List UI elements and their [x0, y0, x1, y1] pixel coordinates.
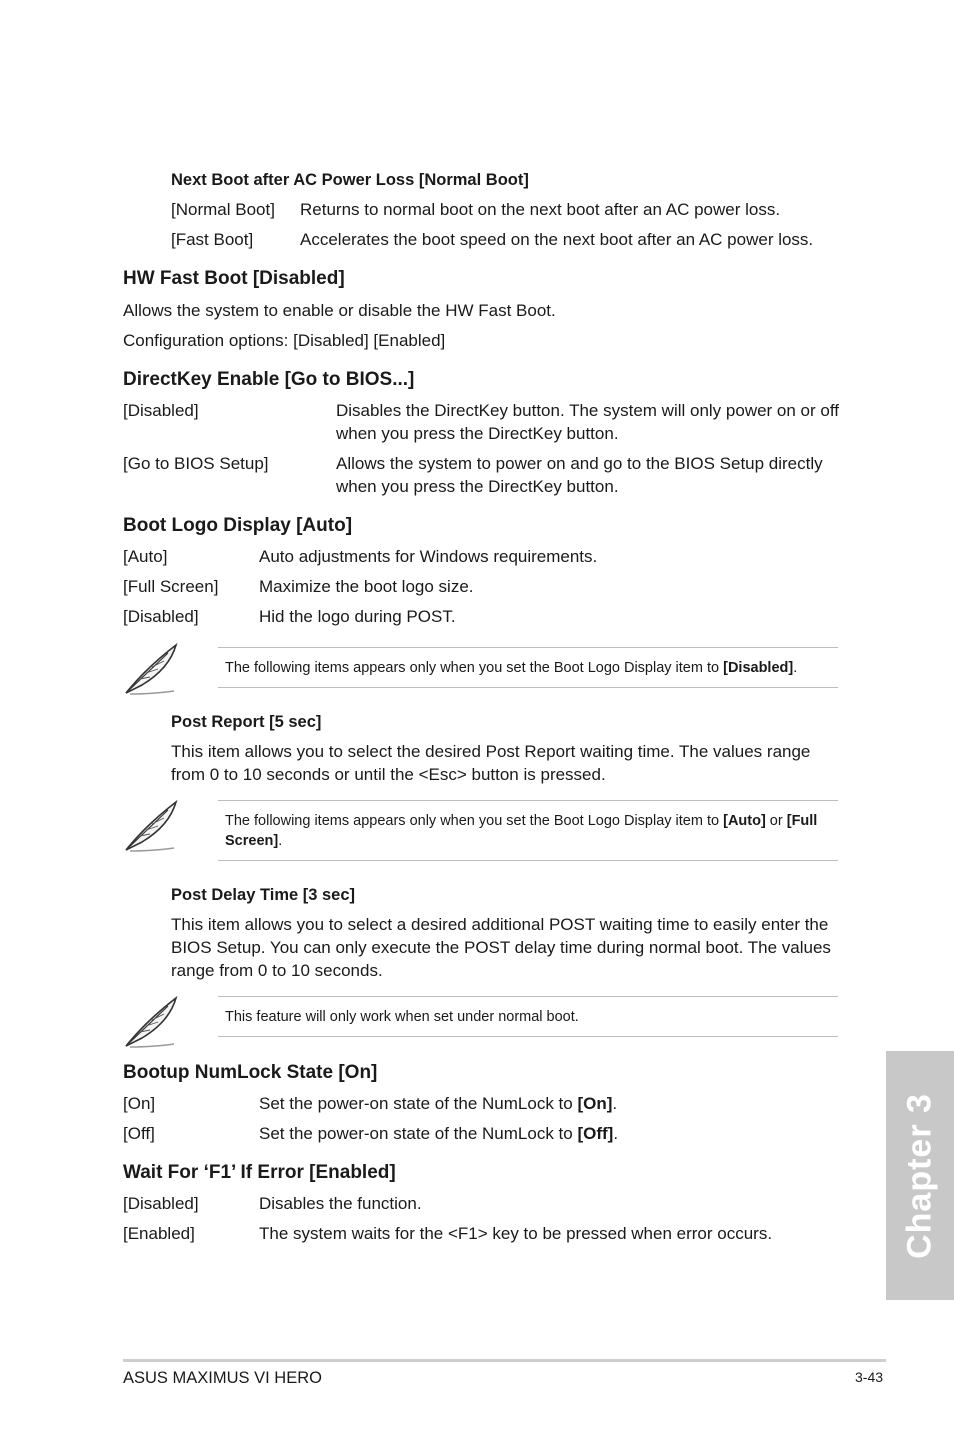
desc-logo-auto: Auto adjustments for Windows requirements.: [259, 547, 598, 566]
desc-fast-boot: Accelerates the boot speed on the next boot after an AC power loss.: [300, 230, 814, 249]
hw-fast-boot-description: Allows the system to enable or disable the HW Fast Boot.: [123, 301, 556, 320]
section-heading-next-boot-ac: Next Boot after AC Power Loss [Normal Boot]: [171, 171, 529, 189]
option-normal-boot: [Normal Boot]: [171, 200, 275, 219]
option-directkey-go-to-bios: [Go to BIOS Setup]: [123, 454, 269, 473]
option-numlock-on: [On]: [123, 1094, 156, 1113]
note-rule-bottom: [218, 1036, 838, 1037]
footer-product-name: ASUS MAXIMUS VI HERO: [123, 1369, 322, 1387]
note-text-or: or: [765, 813, 787, 829]
note-rule-top: [218, 996, 838, 997]
note-bold-auto: [Auto]: [723, 813, 766, 829]
note-text-end: .: [793, 660, 798, 676]
desc-text-end: .: [613, 1124, 619, 1143]
post-delay-description: This item allows you to select a desired additional POST waiting time to easily enter the BIOS Setup. You can only execute the POST delay time during normal boot. The values range from 0 to 10 seconds.: [171, 915, 831, 980]
chapter-label: Chapter 3: [900, 1092, 939, 1259]
feather-quill-icon: [122, 994, 182, 1050]
desc-f1-disabled: Disables the function.: [259, 1194, 422, 1213]
feather-quill-icon: [122, 641, 182, 697]
section-heading-boot-logo: Boot Logo Display [Auto]: [123, 515, 353, 536]
section-heading-numlock: Bootup NumLock State [On]: [123, 1062, 378, 1083]
note-boot-logo-disabled: [225, 658, 797, 678]
option-f1-enabled: [Enabled]: [123, 1224, 195, 1243]
desc-bold: [On]: [577, 1094, 613, 1113]
option-logo-disabled: [Disabled]: [123, 607, 199, 626]
chapter-side-tab: [886, 1051, 954, 1300]
note-rule-top: [218, 647, 838, 648]
note-rule-top: [218, 800, 838, 801]
section-heading-directkey: DirectKey Enable [Go to BIOS...]: [123, 369, 415, 390]
desc-logo-full-screen: Maximize the boot logo size.: [259, 577, 474, 596]
desc-text: Set the power-on state of the NumLock to: [259, 1094, 578, 1113]
desc-text: Set the power-on state of the NumLock to: [259, 1124, 578, 1143]
desc-text-end: .: [612, 1094, 618, 1113]
note-text: The following items appears only when you set the Boot Logo Display item to: [225, 660, 724, 676]
option-logo-auto: [Auto]: [123, 547, 168, 566]
note-text: The following items appears only when you set the Boot Logo Display item to: [225, 813, 724, 829]
desc-logo-disabled: Hid the logo during POST.: [259, 607, 456, 626]
post-report-description: This item allows you to select the desired Post Report waiting time. The values range from 0 to 10 seconds or until the <Esc> button is pressed.: [171, 742, 811, 784]
note-bold: [Disabled]: [723, 660, 794, 676]
desc-directkey-disabled: Disables the DirectKey button. The system will only power on or off when you press the DirectKey button.: [336, 401, 839, 443]
feather-quill-icon: [122, 798, 182, 854]
desc-f1-enabled: The system waits for the <F1> key to be pressed when error occurs.: [259, 1224, 773, 1243]
option-directkey-disabled: [Disabled]: [123, 401, 199, 420]
section-heading-wait-f1: Wait For ‘F1’ If Error [Enabled]: [123, 1162, 396, 1183]
section-heading-post-report: Post Report [5 sec]: [171, 713, 322, 731]
note-text-end: .: [278, 833, 283, 849]
note-normal-boot: This feature will only work when set under normal boot.: [225, 1009, 579, 1025]
desc-directkey-go-to-bios: Allows the system to power on and go to the BIOS Setup directly when you press the DirectKey button.: [336, 454, 823, 496]
footer-rule: [123, 1359, 886, 1362]
note-rule-bottom: [218, 860, 838, 861]
hw-fast-boot-options: Configuration options: [Disabled] [Enabled]: [123, 331, 446, 350]
option-logo-full-screen: [Full Screen]: [123, 577, 219, 596]
option-f1-disabled: [Disabled]: [123, 1194, 199, 1213]
note-rule-bottom: [218, 687, 838, 688]
desc-bold: [Off]: [577, 1124, 614, 1143]
desc-numlock-on: [259, 1092, 617, 1115]
desc-normal-boot: Returns to normal boot on the next boot after an AC power loss.: [300, 200, 781, 219]
option-numlock-off: [Off]: [123, 1124, 155, 1143]
footer-page-number: 3-43: [855, 1369, 884, 1385]
note-bold-full-screen: [Full Screen]: [225, 813, 818, 849]
note-boot-logo-auto-full: [225, 811, 825, 851]
section-heading-post-delay: Post Delay Time [3 sec]: [171, 886, 356, 904]
section-heading-hw-fast-boot: HW Fast Boot [Disabled]: [123, 268, 345, 289]
desc-numlock-off: [259, 1122, 618, 1145]
option-fast-boot: [Fast Boot]: [171, 230, 254, 249]
